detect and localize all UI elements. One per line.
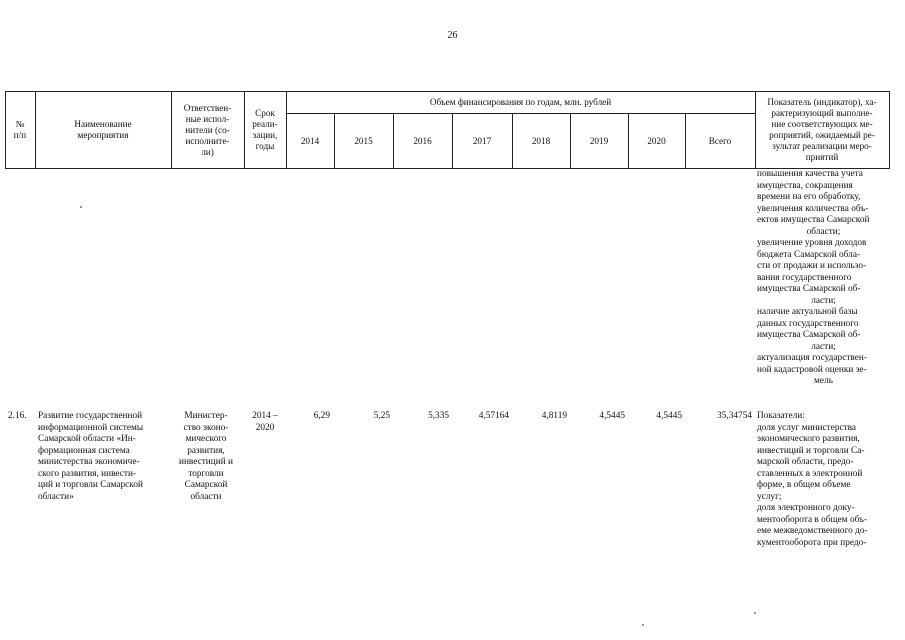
text-line: данных государственного — [757, 318, 859, 329]
text-line: министерства экономиче- — [38, 457, 140, 467]
header-year-2019: 2019 — [589, 135, 609, 146]
text-line: области — [190, 491, 222, 502]
text-line: ектов имущества Самарской — [757, 215, 870, 225]
text-line: услуг; — [757, 491, 782, 502]
text-line: актуализация государствен- — [757, 353, 867, 363]
text-line: форме, в общем объеме — [757, 480, 851, 490]
row-value-2019: 4,5445 — [599, 411, 625, 421]
text-line: имущества Самарской об- — [757, 330, 861, 340]
text-line: формационная система — [38, 445, 130, 456]
page-number: 26 — [447, 30, 458, 41]
text-line: бюджета Самарской обла- — [757, 249, 861, 260]
row-value-2015: 5,25 — [373, 411, 390, 421]
text-line: увеличение уровня доходов — [757, 238, 867, 248]
scan-speck — [80, 206, 82, 208]
row-activity-name — [38, 411, 168, 503]
text-line: имущества, сокращения — [757, 180, 853, 191]
row-value-2014: 6,29 — [313, 411, 330, 421]
text-line: области» — [38, 491, 74, 502]
text-line: Министер- — [184, 411, 228, 421]
previous-row-indicator-continuation — [757, 169, 890, 388]
header-year-2017: 2017 — [472, 135, 492, 146]
text-line: доля услуг министерства — [757, 422, 857, 433]
header-financing-title: Объем финансирования по годам, млн. рублей — [429, 96, 612, 107]
header-total: Всего — [708, 135, 732, 146]
text-line: Самарской области «Ин- — [38, 434, 136, 444]
text-line: инвестиций и — [178, 457, 234, 467]
header-year-2015: 2015 — [354, 135, 373, 146]
header-year-2018: 2018 — [531, 135, 551, 146]
text-line: доля электронного доку- — [757, 503, 855, 513]
text-line: торговли — [188, 468, 224, 479]
header-year-2020: 2020 — [647, 135, 666, 146]
text-line: ставленных в электронной — [757, 468, 863, 479]
scan-speck — [754, 612, 756, 614]
text-line: Развитие государственной — [38, 411, 143, 421]
text-line: Самарской — [184, 480, 228, 490]
text-line: ментооборота в общем объ- — [757, 514, 868, 525]
text-line: наличие актуальной базы — [757, 307, 858, 317]
header-col-term: Срок реали- зации, годы — [252, 108, 278, 151]
text-line: имущества Самарской об- — [757, 284, 861, 294]
text-line: развития, — [187, 445, 225, 456]
header-col-number: № п/п — [13, 119, 27, 140]
scan-speck — [642, 624, 644, 626]
header-year-2016: 2016 — [413, 135, 432, 146]
row-term — [244, 411, 286, 434]
text-line: еме межведомственного до- — [757, 526, 868, 536]
table-header — [5, 91, 889, 169]
row-number: 2.16. — [8, 411, 27, 421]
header-col-indicator: Показатель (индикатор), ха- рактеризующий выполне- ние соответствующих ме- роприятий, ожидаемый ре- зультат реализации меро- приятий — [767, 97, 877, 162]
row-responsible — [171, 411, 241, 503]
text-line: сти от продажи и использо- — [757, 261, 867, 271]
text-line: ной кадастровой оценки зе- — [757, 364, 867, 375]
text-line: 2014 – — [252, 411, 278, 421]
text-line: 2020 — [255, 422, 275, 433]
text-line: мель — [814, 376, 833, 386]
text-line: Показатели: — [757, 411, 805, 421]
text-line: информационной системы — [38, 422, 144, 433]
row-value-total: 35,34754 — [717, 411, 752, 421]
text-line: инвестиций и торговли Са- — [757, 445, 865, 456]
row-value-2020: 4,5445 — [656, 411, 682, 421]
text-line: марской области, предо- — [757, 457, 854, 467]
text-line: ласти; — [811, 295, 836, 306]
text-line: мического — [185, 434, 227, 444]
text-line: кументооборота при предо- — [757, 537, 867, 548]
text-line: ласти; — [811, 341, 836, 352]
text-line: вания государственного — [757, 272, 852, 283]
header-col-name: Наименование мероприятия — [74, 119, 132, 140]
text-line: повышения качества учета — [757, 169, 863, 179]
row-value-2016: 5,335 — [428, 411, 449, 421]
text-line: ство эконо- — [183, 422, 229, 433]
text-line: увеличения количества объ- — [757, 203, 869, 214]
row-value-2017: 4,57164 — [478, 411, 509, 421]
header-year-2014: 2014 — [300, 135, 320, 146]
text-line: времени на его обработку, — [757, 192, 861, 202]
text-line: ций и торговли Самарской — [38, 480, 143, 490]
text-line: ского развития, инвести- — [38, 468, 137, 479]
text-line: экономического развития, — [757, 434, 860, 444]
row-value-2018: 4,8119 — [541, 411, 567, 421]
header-col-responsible: Ответствен- ные испол- нители (со- исполните- ли) — [183, 102, 232, 157]
text-line: области; — [806, 226, 841, 237]
row-indicator — [757, 411, 890, 549]
